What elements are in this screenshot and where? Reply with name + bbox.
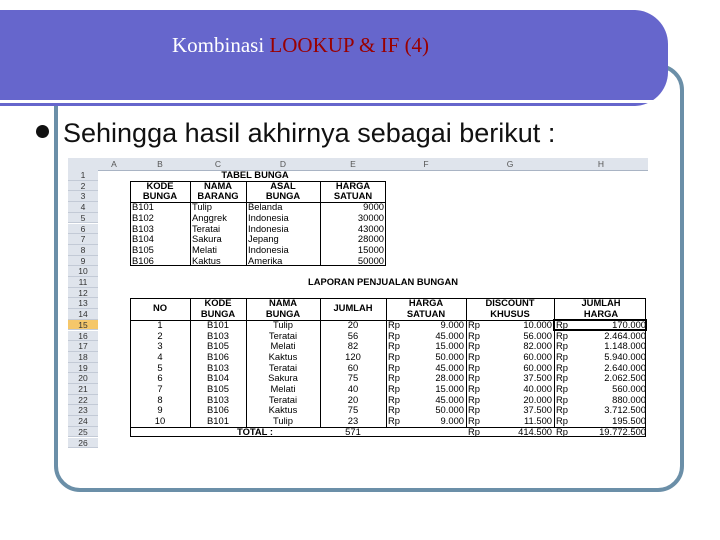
row-header[interactable]: 21 (68, 384, 98, 395)
laporan-discount: 56.000 (523, 330, 552, 341)
laporan-discount: 40.000 (523, 384, 552, 394)
column-header-bar (68, 158, 648, 171)
laporan-no: 4 (157, 351, 163, 362)
row-header[interactable]: 9 (68, 256, 98, 267)
column-header[interactable]: D (279, 159, 287, 169)
currency-label: Rp (388, 416, 400, 427)
laporan-jumlah: 75 (347, 373, 359, 384)
slide-header-bar (0, 10, 668, 106)
laporan-header: NAMA (268, 298, 298, 309)
currency-label: Rp (556, 416, 568, 427)
currency-label: Rp (556, 394, 568, 405)
tabel-bunga-cell: Melati (192, 244, 218, 255)
tabel-bunga-cell: B105 (132, 244, 154, 255)
currency-label: Rp (388, 319, 400, 330)
currency-label: Rp (556, 426, 568, 437)
laporan-harga-satuan: 15.000 (435, 384, 464, 394)
total-jumlah: 571 (345, 426, 361, 437)
laporan-no: 3 (157, 341, 163, 352)
laporan-no: 9 (157, 405, 163, 416)
laporan-jumlah: 82 (347, 341, 359, 352)
tabel-bunga-cell: 15000 (357, 244, 384, 255)
row-header[interactable]: 10 (68, 266, 98, 277)
tabel-bunga-col-line (320, 181, 321, 267)
title-prefix: Kombinasi (172, 33, 270, 57)
laporan-header: BUNGA (265, 309, 301, 320)
row-header[interactable]: 5 (68, 213, 98, 224)
tabel-bunga-cell: 30000 (357, 212, 384, 223)
column-header[interactable]: G (506, 159, 514, 169)
row-header[interactable]: 2 (68, 181, 98, 192)
currency-label: Rp (388, 384, 400, 394)
currency-label: Rp (556, 351, 568, 362)
column-header[interactable]: F (423, 159, 429, 169)
laporan-jumlah-harga: 170.000 (612, 319, 646, 330)
laporan-jumlah: 40 (347, 384, 359, 394)
header-divider (0, 100, 668, 103)
laporan-nama: Melati (270, 384, 296, 394)
laporan-jumlah: 75 (347, 405, 359, 416)
tabel-bunga-cell: B103 (132, 223, 154, 234)
laporan-jumlah-harga: 195.500 (612, 416, 646, 427)
currency-label: Rp (556, 405, 568, 416)
row-header[interactable]: 13 (68, 298, 98, 309)
tabel-bunga-cell: Tulip (192, 202, 212, 213)
laporan-jumlah-harga: 2.062.500 (604, 373, 646, 384)
laporan-jumlah: 120 (345, 351, 361, 362)
laporan-kode: B105 (207, 341, 229, 352)
laporan-nama: Sakura (268, 373, 298, 384)
tabel-bunga-header: BUNGA (142, 191, 178, 202)
selected-cell-highlight (553, 319, 647, 332)
tabel-bunga-cell: B104 (132, 234, 154, 245)
currency-label: Rp (468, 351, 480, 362)
laporan-kode: B101 (207, 319, 229, 330)
laporan-no: 7 (157, 384, 163, 394)
tabel-bunga-header: ASAL (270, 180, 296, 191)
laporan-harga-satuan: 9.000 (440, 319, 464, 330)
laporan-kode: B105 (207, 384, 229, 394)
currency-label: Rp (556, 319, 568, 330)
laporan-harga-satuan: 50.000 (435, 351, 464, 362)
laporan-discount: 37.500 (523, 373, 552, 384)
tabel-bunga-header: SATUAN (333, 191, 373, 202)
row-header[interactable]: 17 (68, 341, 98, 352)
column-header[interactable]: A (111, 159, 117, 169)
currency-label: Rp (388, 394, 400, 405)
laporan-harga-satuan: 45.000 (435, 362, 464, 373)
row-header[interactable]: 16 (68, 331, 98, 342)
tabel-bunga-cell: 9000 (363, 202, 384, 213)
laporan-header: SATUAN (406, 309, 446, 320)
title-highlight: LOOKUP & IF (4) (269, 33, 430, 57)
laporan-discount: 10.000 (523, 319, 552, 330)
row-header[interactable]: 18 (68, 352, 98, 363)
laporan-no: 2 (157, 330, 163, 341)
tabel-bunga-header: HARGA (335, 180, 371, 191)
laporan-nama: Teratai (268, 330, 298, 341)
tabel-bunga-header: BARANG (197, 191, 239, 202)
tabel-bunga-cell: 28000 (357, 234, 384, 245)
laporan-jumlah-harga: 880.000 (612, 394, 646, 405)
laporan-no: 5 (157, 362, 163, 373)
row-header[interactable]: 1 (68, 170, 98, 181)
laporan-title: LAPORAN PENJUALAN BUNGAN (307, 277, 458, 287)
laporan-discount: 37.500 (523, 405, 552, 416)
laporan-kode: B104 (207, 373, 229, 384)
laporan-jumlah-harga: 2.464.000 (604, 330, 646, 341)
tabel-bunga-cell: Amerika (248, 255, 283, 266)
tabel-bunga-col-line (190, 181, 191, 267)
laporan-harga-satuan: 15.000 (435, 341, 464, 352)
currency-label: Rp (468, 426, 480, 437)
laporan-no: 8 (157, 394, 163, 405)
tabel-bunga-cell: Belanda (248, 202, 283, 213)
currency-label: Rp (468, 330, 480, 341)
spreadsheet-screenshot (68, 158, 648, 474)
laporan-harga-satuan: 45.000 (435, 330, 464, 341)
row-header[interactable]: 24 (68, 416, 98, 427)
currency-label: Rp (388, 362, 400, 373)
tabel-bunga-col-line (246, 181, 247, 267)
column-header[interactable]: H (597, 159, 605, 169)
laporan-col-line (554, 298, 555, 426)
tabel-bunga-header: BUNGA (265, 191, 301, 202)
laporan-jumlah: 56 (347, 330, 359, 341)
laporan-total-line (130, 427, 646, 428)
tabel-bunga-header: NAMA (203, 180, 233, 191)
currency-label: Rp (388, 330, 400, 341)
laporan-harga-satuan: 45.000 (435, 394, 464, 405)
tabel-bunga-header-line (130, 202, 386, 203)
tabel-bunga-cell: Indonesia (248, 212, 289, 223)
row-header[interactable]: 14 (68, 309, 98, 320)
laporan-harga-satuan: 50.000 (435, 405, 464, 416)
row-header[interactable]: 12 (68, 288, 98, 299)
bullet-dot-icon (36, 125, 49, 138)
row-header[interactable]: 6 (68, 224, 98, 235)
row-header[interactable]: 23 (68, 405, 98, 416)
laporan-kode: B103 (207, 330, 229, 341)
laporan-header: KHUSUS (490, 309, 530, 320)
currency-label: Rp (388, 373, 400, 384)
row-header[interactable]: 20 (68, 373, 98, 384)
currency-label: Rp (556, 373, 568, 384)
laporan-discount: 11.500 (524, 416, 552, 427)
laporan-kode: B103 (207, 362, 229, 373)
laporan-kode: B101 (207, 416, 229, 427)
tabel-bunga-cell: B102 (132, 212, 154, 223)
row-header[interactable]: 3 (68, 191, 98, 202)
laporan-col-line (466, 298, 467, 426)
tabel-bunga-cell: Sakura (192, 234, 222, 245)
currency-label: Rp (556, 362, 568, 373)
currency-label: Rp (468, 394, 480, 405)
laporan-jumlah: 23 (347, 416, 359, 427)
currency-label: Rp (468, 373, 480, 384)
tabel-bunga-cell: B101 (132, 202, 154, 213)
laporan-nama: Teratai (268, 394, 298, 405)
tabel-bunga-cell: Jepang (248, 234, 279, 245)
column-header[interactable]: B (157, 159, 163, 169)
laporan-nama: Tulip (273, 319, 293, 330)
currency-label: Rp (468, 362, 480, 373)
laporan-jumlah: 60 (347, 362, 359, 373)
laporan-header: JUMLAH (581, 298, 621, 309)
tabel-bunga-cell: 43000 (357, 223, 384, 234)
laporan-nama: Melati (270, 341, 296, 352)
laporan-kode: B103 (207, 394, 229, 405)
column-header[interactable]: C (214, 159, 222, 169)
row-header[interactable]: 22 (68, 395, 98, 406)
laporan-jumlah-harga: 560.000 (612, 384, 646, 394)
bullet-point (36, 118, 555, 149)
tabel-bunga-border (130, 181, 386, 267)
laporan-header: HARGA (583, 309, 619, 320)
laporan-jumlah-harga: 1.148.000 (604, 341, 646, 352)
bullet-text: Sehingga hasil akhirnya sebagai berikut : (63, 118, 556, 148)
laporan-nama: Teratai (268, 362, 298, 373)
row-header[interactable]: 11 (68, 277, 98, 288)
laporan-col-line (246, 298, 247, 426)
tabel-bunga-cell: 50000 (357, 255, 384, 266)
laporan-no: 10 (154, 416, 166, 427)
laporan-col-line (190, 298, 191, 426)
laporan-header: HARGA (408, 298, 444, 309)
laporan-discount: 20.000 (523, 394, 552, 405)
laporan-jumlah: 20 (347, 319, 359, 330)
laporan-header: NO (152, 303, 168, 314)
laporan-header: BUNGA (200, 309, 236, 320)
row-header[interactable]: 4 (68, 202, 98, 213)
currency-label: Rp (468, 319, 480, 330)
laporan-header: DISCOUNT (485, 298, 535, 309)
currency-label: Rp (468, 341, 480, 352)
tabel-bunga-cell: Anggrek (192, 212, 227, 223)
currency-label: Rp (468, 384, 480, 394)
laporan-header: JUMLAH (333, 303, 373, 314)
tabel-bunga-cell: B106 (132, 255, 154, 266)
laporan-discount: 60.000 (523, 362, 552, 373)
total-label: TOTAL : (237, 426, 273, 437)
laporan-kode: B106 (207, 405, 229, 416)
laporan-nama: Tulip (273, 416, 293, 427)
laporan-nama: Kaktus (268, 351, 298, 362)
laporan-no: 6 (157, 373, 163, 384)
row-header[interactable]: 19 (68, 363, 98, 374)
tabel-bunga-header: KODE (146, 180, 174, 191)
laporan-nama: Kaktus (268, 405, 298, 416)
tabel-bunga-title: TABEL BUNGA (221, 170, 289, 180)
laporan-jumlah-harga: 5.940.000 (604, 351, 646, 362)
row-header[interactable]: 26 (68, 438, 98, 449)
row-header[interactable]: 25 (68, 427, 98, 438)
tabel-bunga-cell: Teratai (192, 223, 221, 234)
tabel-bunga-cell: Kaktus (192, 255, 221, 266)
currency-label: Rp (388, 405, 400, 416)
row-header[interactable]: 7 (68, 234, 98, 245)
column-header[interactable]: E (350, 159, 356, 169)
row-header[interactable]: 8 (68, 245, 98, 256)
laporan-col-line (386, 298, 387, 426)
laporan-no: 1 (157, 319, 163, 330)
tabel-bunga-cell: Indonesia (248, 223, 289, 234)
total-harga: 19.772.500 (599, 426, 646, 437)
laporan-header: KODE (204, 298, 232, 309)
currency-label: Rp (468, 405, 480, 416)
slide-title (172, 33, 429, 58)
laporan-col-line (320, 298, 321, 426)
tabel-bunga-cell: Indonesia (248, 244, 289, 255)
laporan-discount: 82.000 (523, 341, 552, 352)
laporan-harga-satuan: 28.000 (435, 373, 464, 384)
laporan-jumlah: 20 (347, 394, 359, 405)
laporan-harga-satuan: 9.000 (440, 416, 464, 427)
currency-label: Rp (468, 416, 480, 427)
row-header[interactable]: 15 (68, 320, 98, 331)
laporan-jumlah-harga: 2.640.000 (604, 362, 646, 373)
currency-label: Rp (556, 330, 568, 341)
currency-label: Rp (388, 341, 400, 352)
laporan-kode: B106 (207, 351, 229, 362)
currency-label: Rp (556, 384, 568, 394)
total-discount: 414.500 (518, 426, 552, 437)
currency-label: Rp (556, 341, 568, 352)
laporan-discount: 60.000 (523, 351, 552, 362)
laporan-jumlah-harga: 3.712.500 (604, 405, 646, 416)
currency-label: Rp (388, 351, 400, 362)
